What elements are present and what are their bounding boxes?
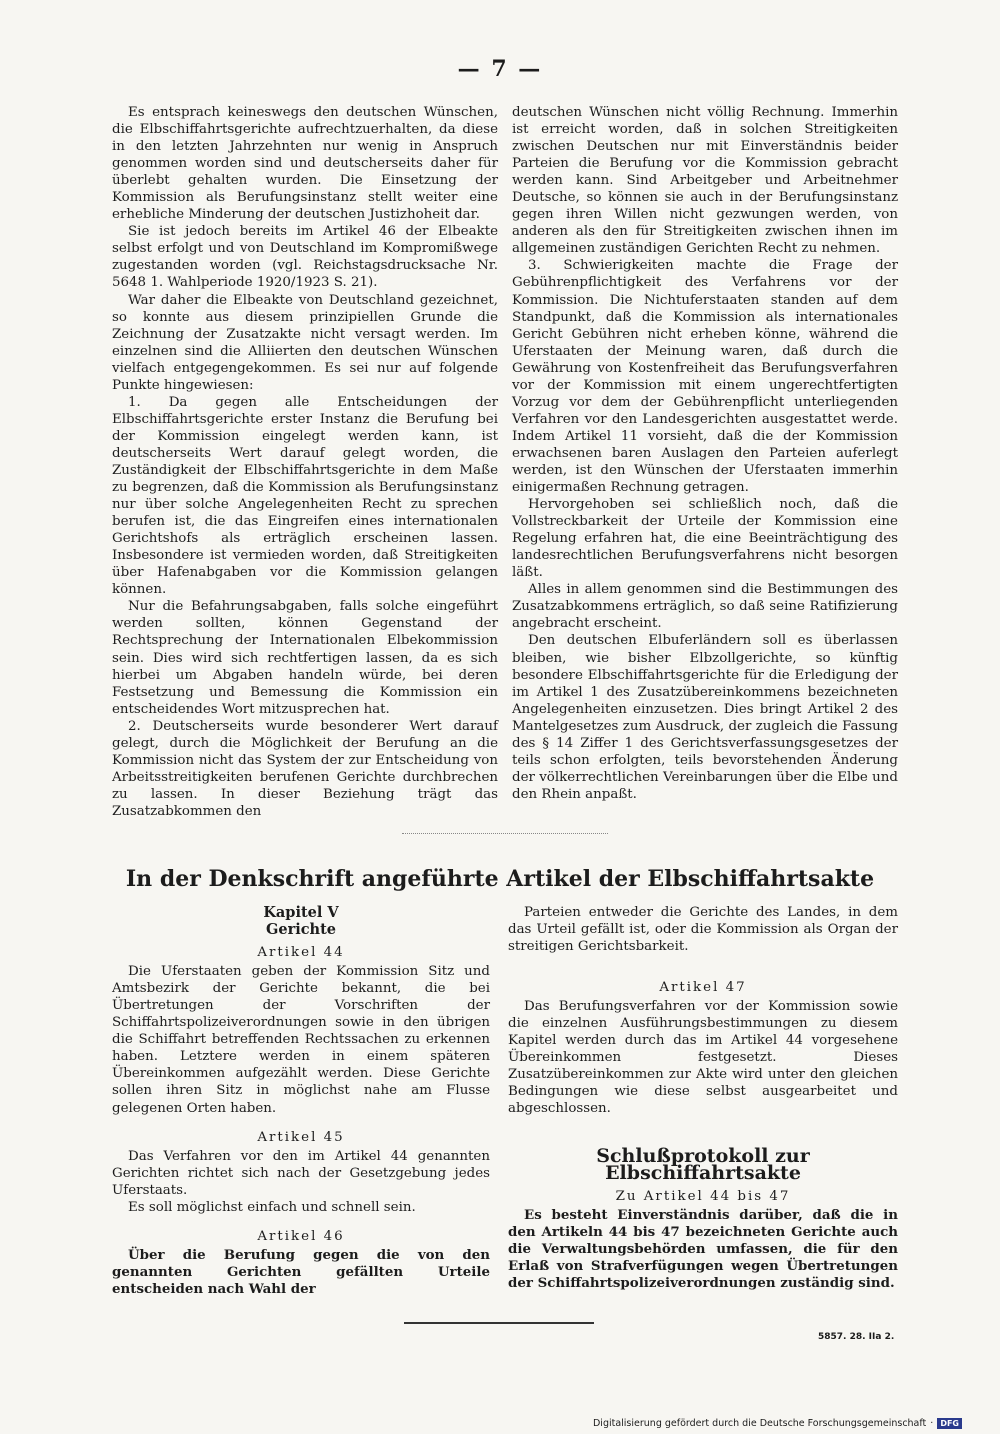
article-title: Artikel 44	[257, 945, 345, 961]
article-text: Über die Berufung gegen die von den genannten Gerichten gefällten Urteile entscheiden nach Wahl der	[112, 1246, 490, 1297]
section-heading: In der Denkschrift angeführte Artikel der Elbschiffahrtsakte	[125, 866, 875, 892]
article-text: Die Uferstaaten geben der Kommission Sitz und Amtsbezirk der Gerichte bekannt, die bei Übertretungen der Vorschriften der Schiffahrtspolizeiverordnungen sowie in den übrigen die Schiffahrt betreffenden Rechtssachen zu erkennen haben. Letztere werden in einem späteren Übereinkommen aufgezählt werden. Diese Gerichte sollen ihren Sitz in möglichst nahe am Flusse gelegenen Orten haben.	[112, 964, 490, 1116]
paragraph: Es entsprach keineswegs den deutschen Wünschen, die Elbschiffahrtsgerichte aufrechtzuerhalten, da diese in den letzten Jahrzehnten nur wenig in Anspruch genommen worden sind und deutscherseits daher für überlebt gehalten wurden. Die Einsetzung der Kommission als Berufungsinstanz stellt weiter eine erhebliche Minderung der deutschen Justizhoheit dar.	[112, 105, 498, 223]
paragraph: deutschen Wünschen nicht völlig Rechnung. Immerhin ist erreicht worden, daß in solchen Streitigkeiten zwischen Deutschen nur mit Einverständnis beider Parteien die Berufung vor die Kommission gebracht werden kann. Sind Arbeitgeber und Arbeitnehmer Deutsche, so können sie auch in der Berufungsinstanz gegen ihren Willen nicht gezwungen werden, von anderen als den für Streitigkeiten zwischen ihnen im allgemeinen zuständigen Gerichten Recht zu nehmen.	[512, 105, 898, 257]
upper-left-column	[112, 104, 498, 820]
article-text: Das Verfahren vor den im Artikel 44 genannten Gerichten richtet sich nach der Gesetzgebung jedes Uferstaats.	[112, 1148, 490, 1198]
paragraph: Sie ist jedoch bereits im Artikel 46 der Elbeakte selbst erfolgt und von Deutschland im Kompromißwege zugestanden worden (vgl. Reichstagsdrucksache Nr. 5648 1. Wahlperiode 1920/1923 S. 21).	[112, 224, 498, 291]
paragraph: Hervorgehoben sei schließlich noch, daß die Vollstreckbarkeit der Urteile der Kommission eine Regelung erfahren hat, die eine Beeinträchtigung des landesrechtlichen Berufungsverfahrens nicht besorgen läßt.	[512, 497, 898, 581]
paragraph: Alles in allem genommen sind die Bestimmungen des Zusatzabkommens erträglich, so daß seine Ratifizierung angebracht erscheint.	[512, 582, 898, 632]
paragraph: War daher die Elbeakte von Deutschland gezeichnet, so konnte aus diesem prinzipiellen Grunde die Zeichnung der Zusatzakte nicht versagt werden. Im einzelnen sind die Alliierten den deutschen Wünschen vielfach entgegengekommen. Es sei nur auf folgende Punkte hingewiesen:	[112, 292, 498, 393]
article-text: Parteien entweder die Gerichte des Landes, in dem das Urteil gefällt ist, oder die Kommission als Organ der streitigen Gerichtsbarkeit.	[508, 905, 898, 955]
paragraph: Den deutschen Elbuferländern soll es überlassen bleiben, wie bisher Elbzollgerichte, so künftig besondere Elbschiffahrtsgerichte für die Erledigung der im Artikel 1 des Zusatzübereinkommens bezeichneten Angelegenheiten einzusetzen. Dies bringt Artikel 2 des Mantelgesetzes zum Ausdruck, der zugleich die Fassung des § 14 Ziffer 1 des Gerichtsverfassungsgesetzes der teils schon erfolgten, teils bevorstehenden Änderung der völkerrechtlichen Vereinbarungen über die Elbe und den Rhein anpaßt.	[512, 633, 898, 802]
chapter-subtitle: Gerichte	[265, 921, 337, 939]
schlussprotokoll-subtitle: Zu Artikel 44 bis 47	[615, 1188, 791, 1204]
print-code: 5857. 28. IIa 2.	[818, 1332, 895, 1342]
schlussprotokoll-text: Es besteht Einverständnis darüber, daß die in den Artikeln 44 bis 47 bezeichneten Gerichte auch die Verwaltungsbehörden umfassen, die für den Erlaß von Strafverfügungen wegen Übertretungen der Schiffahrtspolizeiverordnungen zuständig sind.	[508, 1206, 898, 1291]
footer-note	[593, 1418, 962, 1429]
section-divider	[402, 833, 608, 834]
paragraph: 2. Deutscherseits wurde besonderer Wert darauf gelegt, durch die Möglichkeit der Berufung an die Kommission nicht das System der zur Entscheidung von Arbeitsstreitigkeiten berufenen Gerichte durchbrechen zu lassen. In dieser Beziehung trägt das Zusatzabkommen den	[112, 718, 498, 819]
article-text: Es soll möglichst einfach und schnell sein.	[128, 1199, 416, 1215]
footer-text: Digitalisierung gefördert durch die Deutsche Forschungsgemeinschaft	[592, 1418, 927, 1429]
upper-right-column	[512, 104, 898, 803]
dfg-logo-icon: DFG	[937, 1418, 962, 1429]
lower-right-column	[508, 904, 898, 1292]
article-title: Artikel 46	[257, 1228, 345, 1244]
page-number: — 7 —	[457, 56, 543, 82]
article-text: Das Berufungsverfahren vor der Kommission sowie die einzelnen Ausführungsbestimmungen zu diesem Kapitel werden durch das im Artikel 44 vorgesehene Übereinkommen festgesetzt. Dieses Zusatzübereinkommen zur Akte wird unter den gleichen Bedingungen wie diese selbst ausgearbeitet und abgeschlossen.	[508, 999, 898, 1117]
end-rule	[404, 1322, 594, 1324]
paragraph: Nur die Befahrungsabgaben, falls solche eingeführt werden sollten, können Gegenstand der Rechtsprechung der Internationalen Elbekommission sein. Dies wird sich rechtfertigen lassen, da es sich hierbei um Abgaben handeln würde, bei deren Festsetzung und Bemessung die Kommission ein entscheidendes Wort mitzusprechen hat.	[112, 599, 498, 717]
article-title: Artikel 45	[257, 1129, 345, 1145]
paragraph: 1. Da gegen alle Entscheidungen der Elbschiffahrtsgerichte erster Instanz die Berufung bei der Kommission eingelegt werden kann, ist deutscherseits Wert darauf gelegt worden, die Zuständigkeit der Elbschiffahrtsgerichte in dem Maße zu begrenzen, daß die Kommission als Berufungsinstanz nur über solche Angelegenheiten Recht zu sprechen berufen ist, die das Eingreifen eines internationalen Gerichtshofs als erträglich erscheinen lassen. Insbesondere ist vermieden worden, daß Streitigkeiten über Hafenabgaben vor die Kommission gelangen können.	[112, 394, 498, 598]
article-title: Artikel 47	[659, 980, 747, 996]
chapter-title: Kapitel V	[263, 904, 339, 921]
schlussprotokoll-heading: Schlußprotokoll zur Elbschiffahrtsakte	[596, 1144, 810, 1184]
lower-left-column	[112, 904, 490, 1298]
paragraph: 3. Schwierigkeiten machte die Frage der Gebührenpflichtigkeit des Verfahrens vor der Kommission. Die Nichtuferstaaten standen auf dem Standpunkt, daß die Kommission als internationales Gericht Gebühren nicht erheben könne, während die Uferstaaten der Meinung waren, daß durch die Gewährung von Kostenfreiheit das Berufungsverfahren vor der Kommission mit einem ungerechtfertigten Vorzug vor dem der Gebührenpflicht unterliegenden Verfahren vor den Landesgerichten ausgestattet werde. Indem Artikel 11 vorsieht, daß die der Kommission erwachsenen baren Auslagen den Parteien auferlegt werden, ist den Wünschen der Uferstaaten immerhin einigermaßen Rechnung getragen.	[512, 258, 898, 496]
separator-dot: ·	[930, 1418, 934, 1429]
